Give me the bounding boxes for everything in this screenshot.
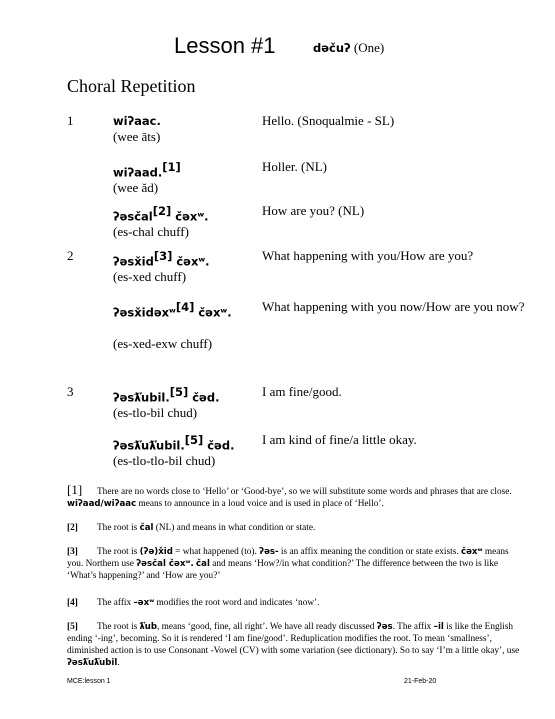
- footnote-ref[interactable]: [1]: [162, 160, 181, 174]
- english-translation: I am kind of fine/a little okay.: [262, 432, 417, 447]
- english-translation: Holler. (NL): [262, 159, 327, 174]
- lushootseed-phrase: [113, 432, 258, 469]
- page-subtitle: [313, 40, 384, 56]
- phrase-word: ʔəsƛ̕ubil.: [113, 390, 170, 405]
- lushootseed-phrase: [113, 248, 258, 285]
- entry-number: 1: [67, 113, 74, 128]
- phrase-word: ʔəsx̌idəxʷ: [113, 305, 176, 320]
- footnote-ref[interactable]: [5]: [184, 433, 204, 447]
- footnote-ref[interactable]: [2]: [152, 204, 172, 218]
- footnote-3: [3] The root is (ʔə)x̌id = what happened (to). ʔəs- is an affix meaning the condition or state exists. čəxʷ means you. Northern use ʔəsčal čəxʷ. čal and means ‘How?/in what condition?’ The difference between the two is like ‘What’s happening?’ and ‘How are you?’: [67, 547, 509, 581]
- english-translation: I am fine/good.: [262, 384, 342, 399]
- phrase-word-2: čəxʷ.: [194, 305, 232, 320]
- pronunciation: (es-xed chuff): [113, 269, 187, 285]
- phrase-word-2: čəd.: [188, 390, 220, 405]
- pronunciation: (wee ăd): [113, 180, 159, 196]
- english-translation: How are you? (NL): [262, 203, 365, 218]
- english-translation: What happening with you now/How are you now?: [262, 299, 525, 314]
- footnote-5: [5] The root is ƛ̕ub, means ‘good, fine, all right’. We have all ready discussed ʔəs. The affix –il is like the English ending ‘-ing’, becoming. So it is rendered ‘I am fine/good’. Reduplication modifies the root. To mean ‘smallness’, diminished action is to use Consonant -Vowel (CV) with some variation (see dictionary). So to say ‘I’m a little okay’, use ʔəsƛ̕uƛ̕ubil.: [67, 622, 520, 668]
- phrase-word-2: čəxʷ.: [172, 254, 210, 269]
- entry-number: 3: [67, 384, 74, 399]
- english-translation: What happening with you/How are you?: [262, 248, 474, 263]
- phrase-word: ʔəsčal: [113, 209, 153, 224]
- phrase-word: ʔəsƛ̕uƛ̕ubil.: [113, 438, 185, 453]
- footnote-ref[interactable]: [4]: [175, 300, 195, 314]
- phrase-word: wiʔaad.: [113, 165, 163, 180]
- phrase-word-2: čəd.: [203, 438, 235, 453]
- footnote-4: [4] The affix –əxʷ modifies the root word and indicates ‘now’.: [67, 598, 320, 608]
- phrase-word: wiʔaac.: [113, 114, 161, 128]
- pronunciation: (es-chal chuff): [113, 224, 189, 240]
- english-translation: Hello. (Snoqualmie - SL): [262, 113, 395, 128]
- entry-number: 2: [67, 248, 74, 263]
- lushootseed-phrase: [113, 384, 258, 421]
- lushootseed-phrase: [113, 159, 258, 196]
- footnote-marker: [4]: [67, 598, 78, 608]
- section-heading: Choral Repetition: [67, 76, 196, 96]
- lushootseed-phrase: [113, 113, 258, 145]
- page-title: Lesson #1: [174, 33, 276, 58]
- footnote-marker: [1]: [67, 482, 83, 497]
- footnote-marker: [3]: [67, 547, 78, 557]
- footnote-2: [2] The root is čal (NL) and means in what condition or state.: [67, 523, 316, 533]
- subtitle-gloss: (One): [353, 40, 385, 55]
- lushootseed-phrase: [113, 299, 258, 352]
- pronunciation: (es-tlo-tlo-bil chud): [113, 453, 216, 469]
- footer-left: MCE:lesson 1: [67, 678, 111, 685]
- page-footer: [67, 678, 527, 685]
- pronunciation: (wee āts): [113, 129, 161, 144]
- phrase-word: ʔəsx̌id: [113, 254, 154, 269]
- footnote-ref[interactable]: [3]: [153, 249, 173, 263]
- footnote-1: [1] There are no words close to ‘Hello’ or ‘Good-bye’, so we will substitute some words and phrases that are close. wiʔaad/wiʔaac means to announce in a loud voice and is used in place of ‘Hello’.: [67, 482, 512, 509]
- lushootseed-phrase: [113, 203, 258, 240]
- phrase-word-2: čəxʷ.: [171, 209, 209, 224]
- footnote-marker: [2]: [67, 523, 78, 533]
- subtitle-word: dəčuʔ: [313, 41, 351, 55]
- footnote-marker: [5]: [67, 622, 78, 632]
- footnote-ref[interactable]: [5]: [169, 385, 189, 399]
- pronunciation: (es-tlo-bil chud): [113, 405, 198, 421]
- pronunciation: (es-xed-exw chuff): [113, 336, 213, 352]
- footer-date: 21-Feb-20: [404, 678, 437, 685]
